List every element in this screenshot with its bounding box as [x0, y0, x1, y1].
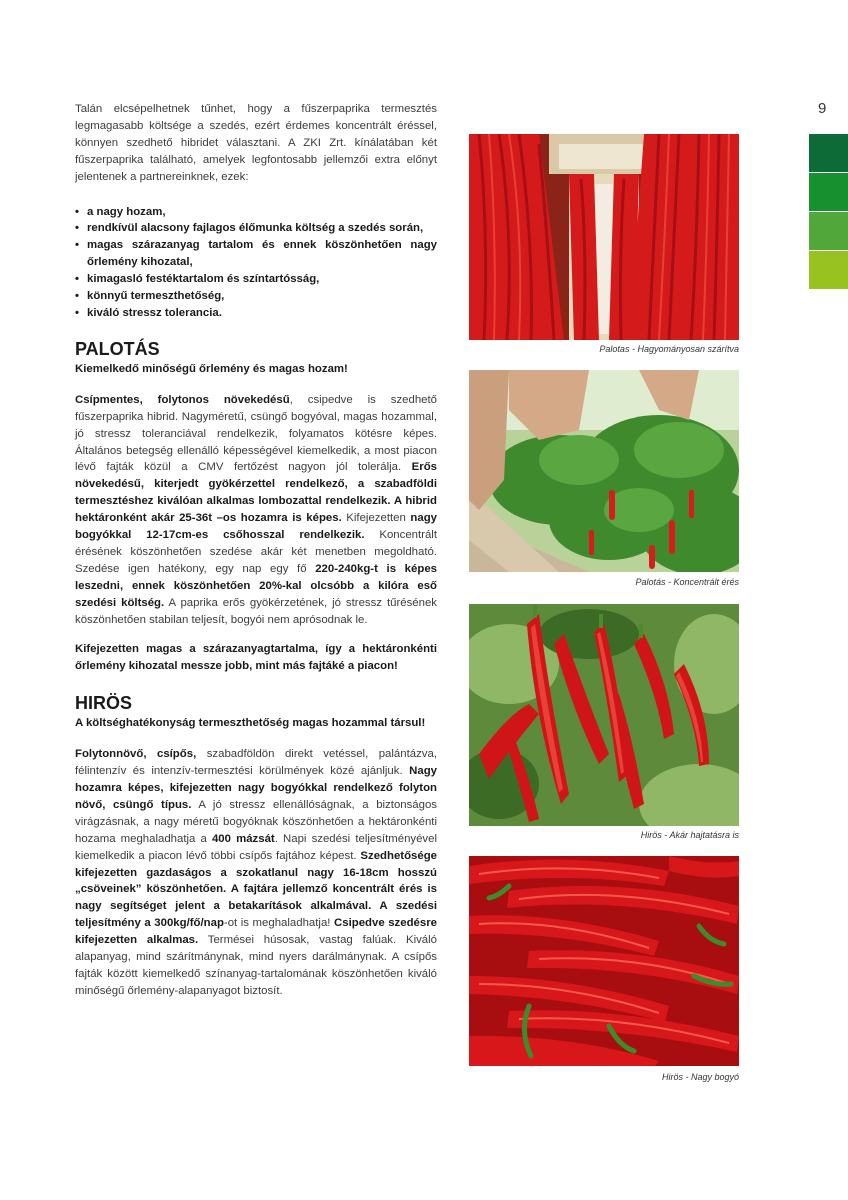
- intro-paragraph: Talán elcsépelhetnek tűnhet, hogy a fűszerpaprika termesztés legmagasabb költsége a szedés, ezért érdemes koncentrált éréssel, könnyen szedhető hibridet választani. A ZKI Zrt. kínálatában két fűszerpaprika található, amelyek legfontosabb jellemzői extra előnyt jelentenek a partnereinknek, ezek:: [75, 103, 437, 183]
- hiros-description: [75, 746, 437, 1000]
- text-column: [75, 101, 437, 1013]
- photo-large-peppers: [469, 856, 739, 1066]
- palotas-title: PALOTÁS: [75, 338, 160, 359]
- hiros-text-run: Nagy hozamra képes, kifejezetten nagy bogyókkal rendelkező folyton növő, csüngő típus.: [75, 765, 437, 811]
- hiros-text-run: Csipedve szedésre kifejezetten alkalmas.: [75, 917, 437, 947]
- palotas-description: [75, 392, 437, 629]
- feature-item: • rendkívül alacsony fajlagos élőmunka költség a szedés során,: [75, 220, 437, 237]
- hiros-text-run: A jó stressz ellenállóságnak, a biztonságos virágzásnak, a nagy méretű bogyóknak köszönhetően a hektáronkénti hozama meghaladhatja a: [75, 798, 438, 845]
- large-peppers-image: [469, 856, 739, 1066]
- palotas-text-run: Koncentrált érésének köszönhetően szedése akár két menetben megoldható. Szedése igen hatékony, egy nap egy fő: [75, 529, 437, 575]
- palotas-text-run: Csípmentes, folytonos növekedésű: [75, 393, 290, 406]
- hiros-text-run: Folytonnövő, csípős,: [75, 748, 197, 761]
- hiros-text-run: 400 mázsát: [211, 832, 275, 845]
- feature-item: • a nagy hozam,: [75, 204, 437, 221]
- hiros-text-run: -ot is meghaladhatja!: [223, 917, 335, 930]
- palotas-text-run: , csipedve is szedhető fűszerpaprika hibrid. Nagyméretű, csüngő bogyóval, magas hozammal, jó stressz toleranciával rendelkezik, folyamatos kötésre képes. Általános betegség ellenálló képességével kiemelkedik, a most piacon lévő fajták közül a CMV fertőzést nagyon jól tolerálja.: [75, 393, 438, 474]
- photo2-caption: Palotás - Koncentrált érés: [635, 577, 739, 587]
- color-tab-dark-green: [809, 134, 848, 172]
- peppers-on-plant-image: [469, 604, 739, 826]
- color-tab-lime: [809, 251, 848, 289]
- palotas-subtitle: Kiemelkedő minőségű őrlemény és magas hozam!: [75, 362, 348, 375]
- hiros-subtitle: A költséghatékonyság termeszthetőség magas hozammal társul!: [75, 717, 426, 730]
- feature-list: [75, 204, 437, 322]
- hiros-text-run: Termései húsosak, vastag falúak. Kiváló alapanyag, mind szárítmánynak, mind nyers darálmánynak. A csípős fajták között kiemelkedő színanyag-tartalomának köszönhetően kiváló minőségű őrlemény-alapanyagot biztosít.: [75, 934, 437, 997]
- photo-field-plants: [469, 370, 739, 572]
- hiros-text-run: szabadföldön direkt vetéssel, palántázva, félintenzív és intenzív-termesztési körülmények közé ajánljuk.: [75, 748, 437, 778]
- photo-peppers-on-plant: [469, 604, 739, 826]
- feature-item: • kiváló stressz tolerancia.: [75, 305, 437, 322]
- feature-item: • könnyű termeszthetőség,: [75, 288, 437, 305]
- hiros-title: HIRÖS: [75, 693, 133, 714]
- feature-item: • magas szárazanyag tartalom és ennek köszönhetően nagy őrlemény kihozatal,: [75, 237, 437, 271]
- palotas-text-run: nagy bogyókkal 12-17cm-es csőhosszal rendelkezik.: [75, 512, 437, 542]
- palotas-text-run: Kifejezetten: [341, 512, 411, 525]
- hiros-text-run: . Napi szedési teljesítményével kiemelkedik a piacon lévő többi csípős fajtához képest.: [75, 832, 437, 862]
- field-plants-image: [469, 370, 739, 572]
- color-tab-mid-green: [809, 212, 848, 250]
- palotas-text-run: 220-240kg-t is képes leszedni, ennek köszönhetően 20%-kal olcsóbb a kilóra eső szedési költség.: [75, 562, 437, 609]
- palotas-highlight: Kifejezetten magas a szárazanyagtartalma, így a hektáronkénti őrlemény kihozatal messze jobb, mint más fajtáké a piacon!: [75, 643, 437, 673]
- photo3-caption: Hirös - Akár hajtatásra is: [640, 830, 739, 840]
- feature-item: • kimagasló festéktartalom és színtartósság,: [75, 271, 437, 288]
- photo1-caption: Palotas - Hagyományosan szárítva: [599, 344, 739, 354]
- color-tab-green: [809, 173, 848, 211]
- dried-peppers-image: [469, 134, 739, 340]
- palotas-text-run: Erős növekedésű, kiterjedt gyökérzettel rendelkező, a szabadföldi termesztéshez kiválóan alkalmas lombozattal rendelkezik. A hibrid hektáronként akár 25-36t –os hozamra is képes.: [75, 461, 437, 525]
- photo-dried-peppers: [469, 134, 739, 340]
- hiros-text-run: Szedhetősége kifejezetten gazdaságos a szokatlanul nagy 16-18cm hosszú „csöveinek” köszönhetően. A fajtára jellemző koncentrált érés is nagy segítséget jelent a betakarítások alkalmával. A szedési teljesítmény a 300kg/fő/nap: [75, 849, 437, 930]
- page-number: 9: [818, 100, 827, 117]
- photo4-caption: Hirös - Nagy bogyó: [661, 1072, 739, 1082]
- palotas-text-run: A paprika erős gyökérzetének, jó stressz tűrésének köszönhetően stabilan teljesít, bogyói nem aprósodnak le.: [75, 596, 437, 626]
